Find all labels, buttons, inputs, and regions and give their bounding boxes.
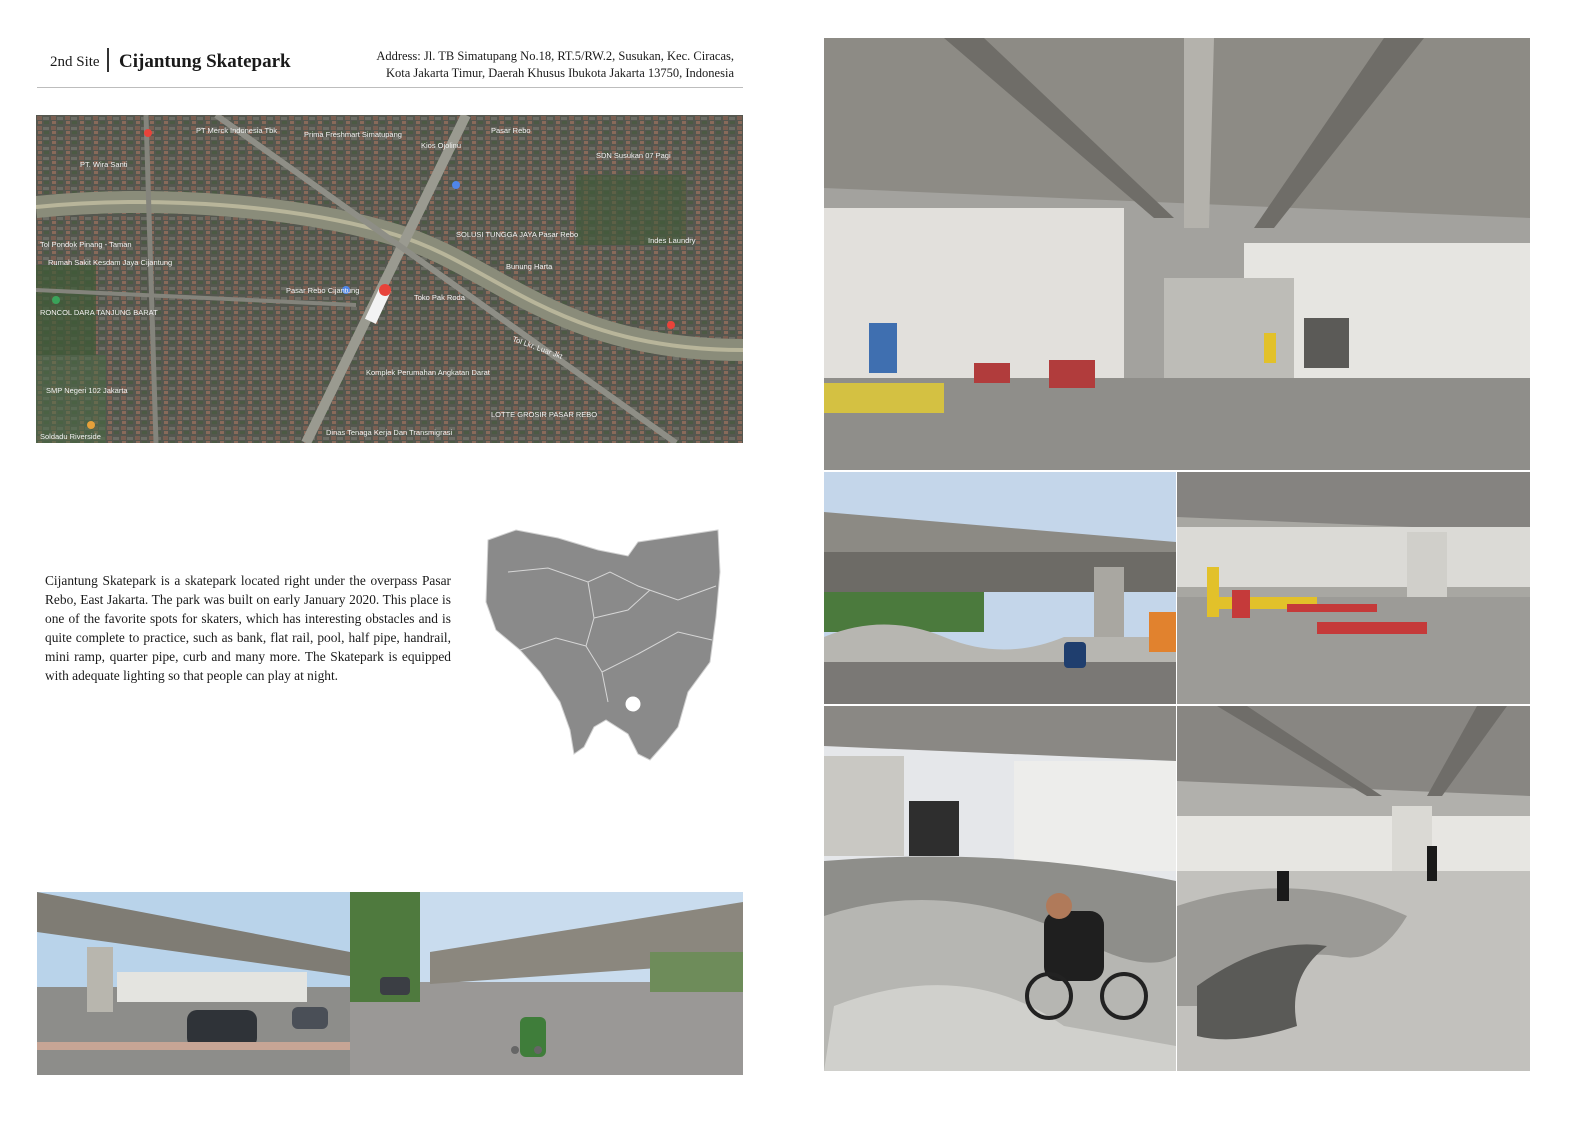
map-label: SOLUSI TUNGGA JAYA Pasar Rebo (456, 230, 579, 239)
map-label: RONCOL DARA TANJUNG BARAT (40, 308, 158, 317)
header-divider (107, 48, 109, 72)
map-label: PT Merck Indonesia Tbk (196, 126, 278, 135)
skatepark-photo-pool (1177, 706, 1530, 1071)
map-label: SDN Susukan 07 Pagi (596, 151, 671, 160)
header-rule (37, 87, 743, 88)
map-label: SMP Negeri 102 Jakarta (46, 386, 128, 395)
skatepark-photo-overpass (824, 472, 1176, 704)
street-view-photo-1 (37, 892, 350, 1075)
map-label: Bunung Harta (506, 262, 553, 271)
site-location-marker (626, 697, 641, 712)
jakarta-region-shape (486, 530, 720, 760)
address-line-1: Address: Jl. TB Simatupang No.18, RT.5/RW.2, Susukan, Kec. Ciracas, (376, 49, 734, 63)
map-label: Tol Lkr. Luar Jkt (511, 334, 564, 361)
map-label: Kios Ojolinu (421, 141, 462, 150)
map-label: Dinas Tenaga Kerja Dan Transmigrasi (326, 428, 453, 437)
satellite-map (36, 115, 743, 443)
address (318, 48, 734, 82)
map-label: Pasar Rebo Cijantung (286, 286, 360, 295)
address-line-2: Kota Jakarta Timur, Daerah Khusus Ibukota Jakarta 13750, Indonesia (385, 66, 734, 80)
jakarta-locator-map (478, 522, 728, 767)
site-name: Cijantung Skatepark (119, 51, 291, 72)
map-label: Toko Pak Roda (414, 293, 465, 302)
skatepark-photo-bmx-bowl (824, 706, 1176, 1071)
map-label: Soldadu Riverside (40, 432, 101, 441)
map-label: Komplek Perumahan Angkatan Darat (366, 368, 490, 377)
map-label: Rumah Sakit Kesdam Jaya Cijantung (48, 258, 173, 267)
site-number: 2nd Site (50, 54, 100, 70)
map-label: Prima Freshmart Simatupang (304, 130, 402, 139)
skatepark-photo-main (824, 38, 1530, 470)
map-label: Indes Laundry (648, 236, 696, 245)
map-label: Tol Pondok Pinang - Taman (40, 240, 132, 249)
map-label: Pasar Rebo (491, 126, 531, 135)
skatepark-photo-rails (1177, 472, 1530, 704)
street-view-photo-2 (350, 892, 743, 1075)
map-label: LOTTE GROSIR PASAR REBO (491, 410, 598, 419)
map-label: PT. Wira Santi (80, 160, 128, 169)
site-description: Cijantung Skatepark is a skatepark located right under the overpass Pasar Rebo, East Jakarta. The park was built on early January 2020. This place is one of the favorite spots for skaters, which has interesting obstacles and is quite complete to practice, such as bank, flat rail, pool, half pipe, handrail, mini ramp, quarter pipe, curb and many more. The Skatepark is equipped with adequate lighting so that people can play at night. (45, 573, 451, 683)
